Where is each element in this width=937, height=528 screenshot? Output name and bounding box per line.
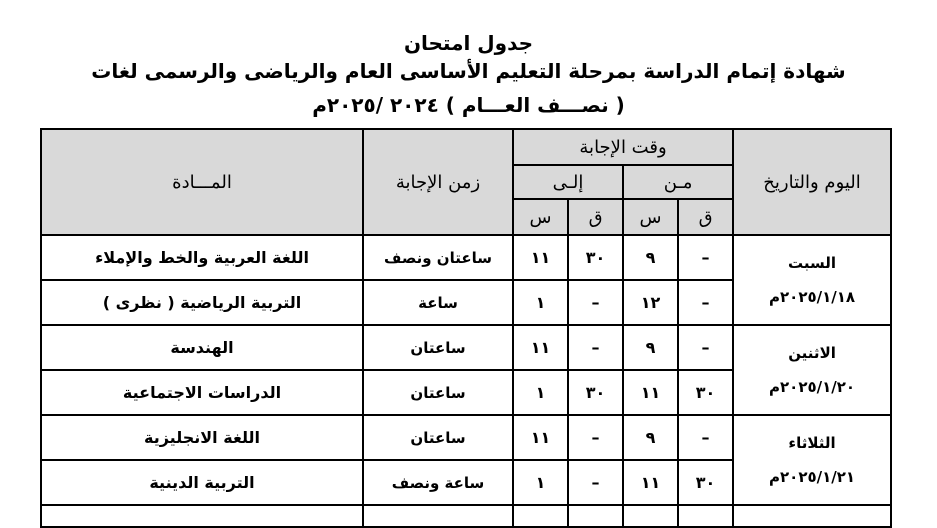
to-hour: ١ xyxy=(513,280,568,325)
from-minute: – xyxy=(678,235,733,280)
from-hour: ٩ xyxy=(623,235,678,280)
header-day-date: اليوم والتاريخ xyxy=(733,129,891,235)
empty-cell xyxy=(623,505,678,527)
header-duration: زمن الإجابة xyxy=(363,129,513,235)
empty-cell xyxy=(363,505,513,527)
exam-date: ٢٠٢٥/١/٢١م xyxy=(769,468,856,486)
empty-cell xyxy=(513,505,568,527)
to-minute: – xyxy=(568,280,623,325)
duration: ساعتان xyxy=(363,370,513,415)
header-answer-time: وقت الإجابة xyxy=(513,129,733,165)
subject: التربية الدينية xyxy=(41,460,363,505)
header-subject: المـــادة xyxy=(41,129,363,235)
empty-cell xyxy=(568,505,623,527)
to-hour: ١١ xyxy=(513,235,568,280)
to-hour: ١ xyxy=(513,370,568,415)
header-to-hour: س xyxy=(513,199,568,235)
table-row xyxy=(41,505,891,527)
from-minute: – xyxy=(678,325,733,370)
exam-date: ٢٠٢٥/١/٢٠م xyxy=(769,378,856,396)
header-from-hour: س xyxy=(623,199,678,235)
duration: ساعتان xyxy=(363,415,513,460)
table-row xyxy=(41,325,891,370)
subject: الهندسة xyxy=(41,325,363,370)
from-hour: ١١ xyxy=(623,370,678,415)
document-term: ( نصـــف العـــام ) ٢٠٢٤ /٢٠٢٥م xyxy=(312,93,625,117)
day-date-cell xyxy=(733,415,891,505)
subject: اللغة العربية والخط والإملاء xyxy=(41,235,363,280)
document-subtitle: شهادة إتمام الدراسة بمرحلة التعليم الأساسى العام والرياضى والرسمى لغات xyxy=(91,59,846,83)
day-name: الثلاثاء xyxy=(788,434,836,452)
header-to-minute: ق xyxy=(568,199,623,235)
table-row xyxy=(41,235,891,280)
empty-cell xyxy=(678,505,733,527)
subject: اللغة الانجليزية xyxy=(41,415,363,460)
day-name: الاثنين xyxy=(788,344,836,362)
duration: ساعة xyxy=(363,280,513,325)
empty-cell xyxy=(41,505,363,527)
subject: الدراسات الاجتماعية xyxy=(41,370,363,415)
document-title: جدول امتحان xyxy=(403,31,534,55)
duration: ساعة ونصف xyxy=(363,460,513,505)
header-to: إلـى xyxy=(513,165,623,199)
to-minute: – xyxy=(568,460,623,505)
from-hour: ١١ xyxy=(623,460,678,505)
to-hour: ١١ xyxy=(513,415,568,460)
header-from-minute: ق xyxy=(678,199,733,235)
day-name: السبت xyxy=(788,254,837,272)
from-minute: – xyxy=(678,280,733,325)
to-hour: ١ xyxy=(513,460,568,505)
to-hour: ١١ xyxy=(513,325,568,370)
header-from: مـن xyxy=(623,165,733,199)
to-minute: – xyxy=(568,415,623,460)
day-date-cell xyxy=(733,325,891,415)
from-minute: ٣٠ xyxy=(678,460,733,505)
from-hour: ١٢ xyxy=(623,280,678,325)
to-minute: – xyxy=(568,325,623,370)
exam-date: ٢٠٢٥/١/١٨م xyxy=(769,288,856,306)
from-hour: ٩ xyxy=(623,325,678,370)
empty-cell xyxy=(733,505,891,527)
from-minute: ٣٠ xyxy=(678,370,733,415)
from-hour: ٩ xyxy=(623,415,678,460)
day-date-cell xyxy=(733,235,891,325)
from-minute: – xyxy=(678,415,733,460)
duration: ساعتان ونصف xyxy=(363,235,513,280)
to-minute: ٣٠ xyxy=(568,370,623,415)
table-row xyxy=(41,415,891,460)
exam-schedule-table xyxy=(40,128,892,528)
duration: ساعتان xyxy=(363,325,513,370)
to-minute: ٣٠ xyxy=(568,235,623,280)
subject: التربية الرياضية ( نظرى ) xyxy=(41,280,363,325)
